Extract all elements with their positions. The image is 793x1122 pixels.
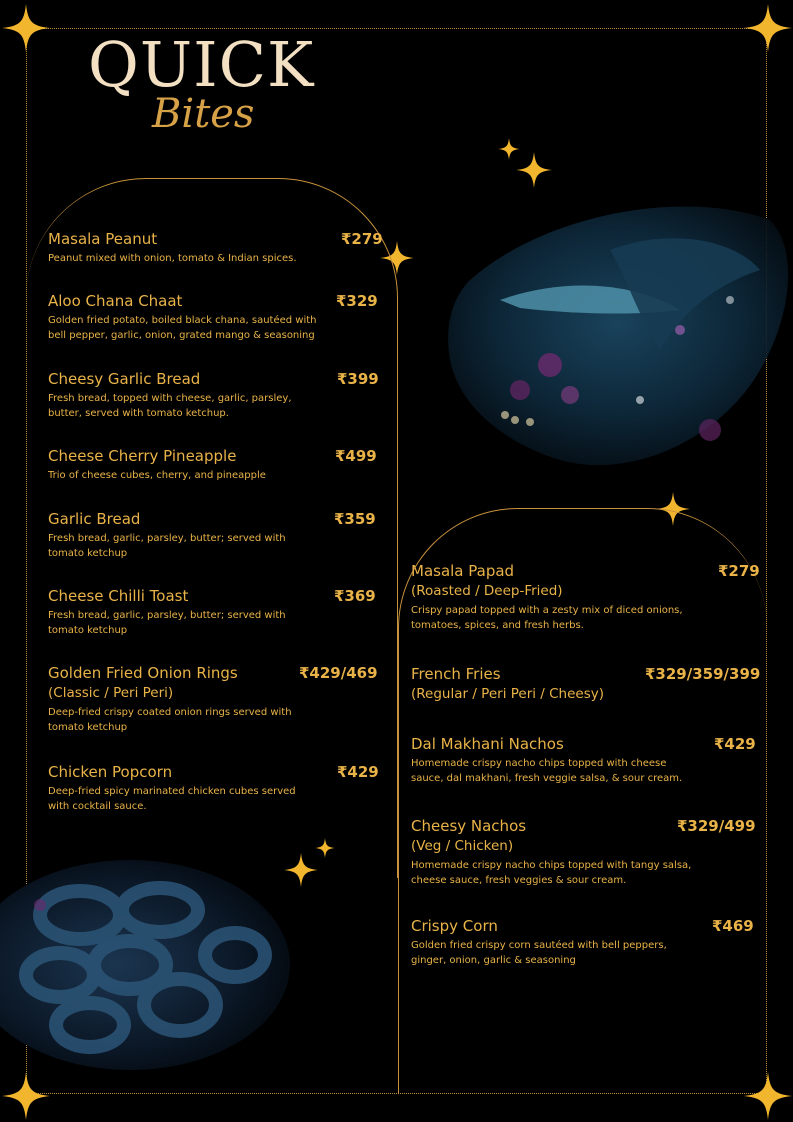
item-price: ₹469: [712, 917, 754, 935]
item-name: Cheese Cherry Pineapple: [48, 447, 237, 465]
item-description: Peanut mixed with onion, tomato & Indian spices.: [48, 253, 297, 264]
item-name: Golden Fried Onion Rings: [48, 664, 238, 682]
item-name: Cheese Chilli Toast: [48, 587, 189, 605]
item-price: ₹279: [718, 562, 760, 580]
item-name: Crispy Corn: [411, 917, 498, 935]
menu-item: [411, 816, 701, 888]
item-name: Garlic Bread: [48, 510, 141, 528]
item-name: Masala Peanut: [48, 230, 158, 248]
menu-item: [48, 509, 318, 561]
item-description: Golden fried potato, boiled black chana, sautéed with bell pepper, garlic, onion, grated mango & seasoning: [48, 315, 317, 341]
corner-star-icon: [2, 4, 50, 52]
item-description: Deep-fried crispy coated onion rings served with tomato ketchup: [48, 707, 292, 733]
corner-star-icon: [2, 1072, 50, 1120]
item-description: Crispy papad topped with a zesty mix of diced onions, tomatoes, spices, and fresh herbs.: [411, 605, 683, 631]
item-price: ₹359: [334, 510, 376, 528]
item-price: ₹399: [337, 370, 379, 388]
menu-item: [411, 916, 701, 968]
menu-item: [48, 446, 318, 484]
item-name: Aloo Chana Chaat: [48, 292, 183, 310]
item-name: Cheesy Nachos: [411, 817, 527, 835]
item-description: Golden fried crispy corn sautéed with bell peppers, ginger, onion, garlic & seasoning: [411, 940, 667, 966]
item-description: Fresh bread, garlic, parsley, butter; served with tomato ketchup: [48, 610, 286, 636]
menu-item: [48, 291, 318, 343]
title-quick: QUICK: [88, 28, 315, 101]
item-price: ₹329/359/399: [645, 665, 761, 683]
item-price: ₹499: [335, 447, 377, 465]
item-variant: (Regular / Peri Peri / Cheesy): [411, 686, 605, 702]
title-bites: Bites: [152, 91, 255, 137]
item-price: ₹429: [714, 735, 756, 753]
sparkle-icon: [516, 152, 552, 188]
item-name: Cheesy Garlic Bread: [48, 370, 201, 388]
item-description: Deep-fried spicy marinated chicken cubes served with cocktail sauce.: [48, 786, 296, 812]
menu-item: [411, 561, 701, 633]
menu-item: [48, 369, 318, 421]
item-variant: (Classic / Peri Peri): [48, 685, 174, 701]
item-description: Homemade crispy nacho chips topped with tangy salsa, cheese sauce, fresh veggies & sour cream.: [411, 860, 692, 886]
item-price: ₹369: [334, 587, 376, 605]
menu-item: [48, 229, 318, 267]
item-price: ₹429/469: [299, 664, 378, 682]
item-price: ₹429: [337, 763, 379, 781]
item-variant: (Roasted / Deep-Fried): [411, 583, 563, 599]
item-description: Homemade crispy nacho chips topped with cheese sauce, dal makhani, fresh veggie salsa, & sour cream.: [411, 758, 683, 784]
item-name: Dal Makhani Nachos: [411, 735, 564, 753]
menu-item: [48, 762, 318, 814]
item-variant: (Veg / Chicken): [411, 838, 514, 854]
item-name: Masala Papad: [411, 562, 515, 580]
item-description: Trio of cheese cubes, cherry, and pineapple: [48, 470, 266, 481]
item-name: French Fries: [411, 665, 501, 683]
item-description: Fresh bread, garlic, parsley, butter; served with tomato ketchup: [48, 533, 286, 559]
papad-food-image: [430, 190, 793, 494]
item-description: Fresh bread, topped with cheese, garlic, parsley, butter, served with tomato ketchup.: [48, 393, 292, 419]
corner-star-icon: [744, 4, 792, 52]
menu-item: [411, 734, 701, 786]
item-price: ₹329/499: [677, 817, 756, 835]
item-price: ₹279: [341, 230, 383, 248]
menu-item: [48, 586, 318, 638]
menu-item: [48, 663, 318, 735]
item-price: ₹329: [336, 292, 378, 310]
onion-rings-food-image: [0, 855, 300, 1074]
item-name: Chicken Popcorn: [48, 763, 173, 781]
